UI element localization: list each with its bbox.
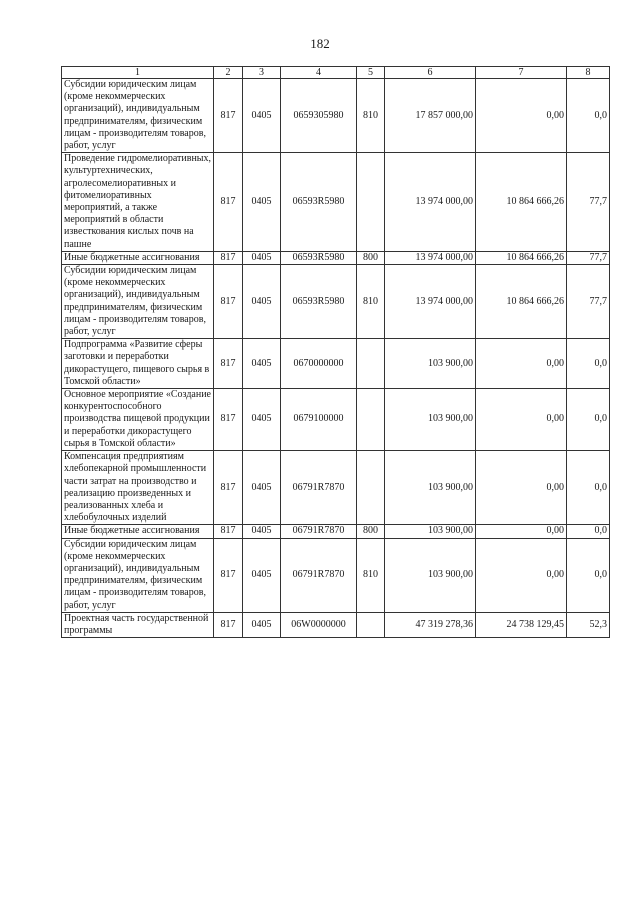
col2-cell: 817 xyxy=(214,538,243,612)
col4-cell: 06W0000000 xyxy=(281,612,357,637)
col7-cell: 0,00 xyxy=(476,389,567,451)
col4-cell: 0679100000 xyxy=(281,389,357,451)
col3-cell: 0405 xyxy=(243,265,281,339)
table-row xyxy=(62,525,610,538)
col2-cell: 817 xyxy=(214,79,243,153)
header-cell: 6 xyxy=(385,67,476,79)
budget-table xyxy=(61,66,610,638)
col6-cell: 47 319 278,36 xyxy=(385,612,476,637)
header-cell: 3 xyxy=(243,67,281,79)
col2-cell: 817 xyxy=(214,339,243,389)
row-name-cell: Подпрограмма «Развитие сферы заготовки и переработки дикорастущего, пищевого сырья в Томской области» xyxy=(62,339,214,389)
col4-cell: 0670000000 xyxy=(281,339,357,389)
col6-cell: 103 900,00 xyxy=(385,339,476,389)
col4-cell: 06593R5980 xyxy=(281,265,357,339)
header-cell: 8 xyxy=(567,67,610,79)
col5-cell xyxy=(357,153,385,252)
table-row xyxy=(62,153,610,252)
col2-cell: 817 xyxy=(214,451,243,525)
col4-cell: 06593R5980 xyxy=(281,251,357,264)
table-body xyxy=(62,79,610,638)
col7-cell: 0,00 xyxy=(476,525,567,538)
col6-cell: 103 900,00 xyxy=(385,389,476,451)
col7-cell: 10 864 666,26 xyxy=(476,153,567,252)
table-row xyxy=(62,451,610,525)
col6-cell: 13 974 000,00 xyxy=(385,265,476,339)
col6-cell: 17 857 000,00 xyxy=(385,79,476,153)
table-row xyxy=(62,389,610,451)
col7-cell: 0,00 xyxy=(476,339,567,389)
row-name-cell: Компенсация предприятиям хлебопекарной промышленности части затрат на производство и реализацию произведенных и реализованных хлеба и хлебобулочных изделий xyxy=(62,451,214,525)
col7-cell: 0,00 xyxy=(476,451,567,525)
col7-cell: 0,00 xyxy=(476,79,567,153)
col5-cell xyxy=(357,451,385,525)
table-row xyxy=(62,538,610,612)
col5-cell: 810 xyxy=(357,265,385,339)
row-name-cell: Основное мероприятие «Создание конкурентоспособного производства пищевой продукции и переработки дикорастущего сырья в Томской области» xyxy=(62,389,214,451)
col8-cell: 0,0 xyxy=(567,525,610,538)
col6-cell: 13 974 000,00 xyxy=(385,251,476,264)
row-name-cell: Проектная часть государственной программы xyxy=(62,612,214,637)
header-cell: 7 xyxy=(476,67,567,79)
col5-cell: 810 xyxy=(357,538,385,612)
row-name-cell: Субсидии юридическим лицам (кроме некоммерческих организаций), индивидуальным предпринимателям, физическим лицам - производителям товаров, работ, услуг xyxy=(62,265,214,339)
col6-cell: 103 900,00 xyxy=(385,451,476,525)
col6-cell: 103 900,00 xyxy=(385,525,476,538)
col8-cell: 77,7 xyxy=(567,153,610,252)
col3-cell: 0405 xyxy=(243,153,281,252)
header-cell: 2 xyxy=(214,67,243,79)
table-row xyxy=(62,251,610,264)
header-cell: 1 xyxy=(62,67,214,79)
col2-cell: 817 xyxy=(214,389,243,451)
col8-cell: 0,0 xyxy=(567,451,610,525)
col8-cell: 0,0 xyxy=(567,389,610,451)
col5-cell: 810 xyxy=(357,79,385,153)
col4-cell: 06791R7870 xyxy=(281,525,357,538)
col3-cell: 0405 xyxy=(243,79,281,153)
table-row xyxy=(62,265,610,339)
col8-cell: 0,0 xyxy=(567,339,610,389)
col8-cell: 52,3 xyxy=(567,612,610,637)
col8-cell: 0,0 xyxy=(567,79,610,153)
col8-cell: 77,7 xyxy=(567,251,610,264)
col6-cell: 103 900,00 xyxy=(385,538,476,612)
col3-cell: 0405 xyxy=(243,451,281,525)
col2-cell: 817 xyxy=(214,265,243,339)
col3-cell: 0405 xyxy=(243,538,281,612)
col8-cell: 77,7 xyxy=(567,265,610,339)
col5-cell xyxy=(357,612,385,637)
col2-cell: 817 xyxy=(214,251,243,264)
col2-cell: 817 xyxy=(214,612,243,637)
table-row xyxy=(62,79,610,153)
col4-cell: 06593R5980 xyxy=(281,153,357,252)
table-row xyxy=(62,339,610,389)
header-cell: 4 xyxy=(281,67,357,79)
header-cell: 5 xyxy=(357,67,385,79)
row-name-cell: Иные бюджетные ассигнования xyxy=(62,525,214,538)
col2-cell: 817 xyxy=(214,525,243,538)
col7-cell: 10 864 666,26 xyxy=(476,265,567,339)
col6-cell: 13 974 000,00 xyxy=(385,153,476,252)
col4-cell: 0659305980 xyxy=(281,79,357,153)
col7-cell: 0,00 xyxy=(476,538,567,612)
row-name-cell: Проведение гидромелиоративных, культуртехнических, агролесомелиоративных и фитомелиоративных мероприятий, а также мероприятий в области известкования кислых почв на пашне xyxy=(62,153,214,252)
col5-cell: 800 xyxy=(357,251,385,264)
page-number: 182 xyxy=(310,36,330,51)
col3-cell: 0405 xyxy=(243,612,281,637)
row-name-cell: Субсидии юридическим лицам (кроме некоммерческих организаций), индивидуальным предпринимателям, физическим лицам - производителям товаров, работ, услуг xyxy=(62,538,214,612)
col7-cell: 24 738 129,45 xyxy=(476,612,567,637)
col2-cell: 817 xyxy=(214,153,243,252)
col7-cell: 10 864 666,26 xyxy=(476,251,567,264)
col3-cell: 0405 xyxy=(243,251,281,264)
col4-cell: 06791R7870 xyxy=(281,451,357,525)
col4-cell: 06791R7870 xyxy=(281,538,357,612)
table-row xyxy=(62,612,610,637)
col8-cell: 0,0 xyxy=(567,538,610,612)
row-name-cell: Субсидии юридическим лицам (кроме некоммерческих организаций), индивидуальным предпринимателям, физическим лицам - производителям товаров, работ, услуг xyxy=(62,79,214,153)
col3-cell: 0405 xyxy=(243,525,281,538)
col3-cell: 0405 xyxy=(243,339,281,389)
col3-cell: 0405 xyxy=(243,389,281,451)
row-name-cell: Иные бюджетные ассигнования xyxy=(62,251,214,264)
col5-cell xyxy=(357,339,385,389)
col5-cell: 800 xyxy=(357,525,385,538)
col5-cell xyxy=(357,389,385,451)
table-header-row xyxy=(62,67,610,79)
